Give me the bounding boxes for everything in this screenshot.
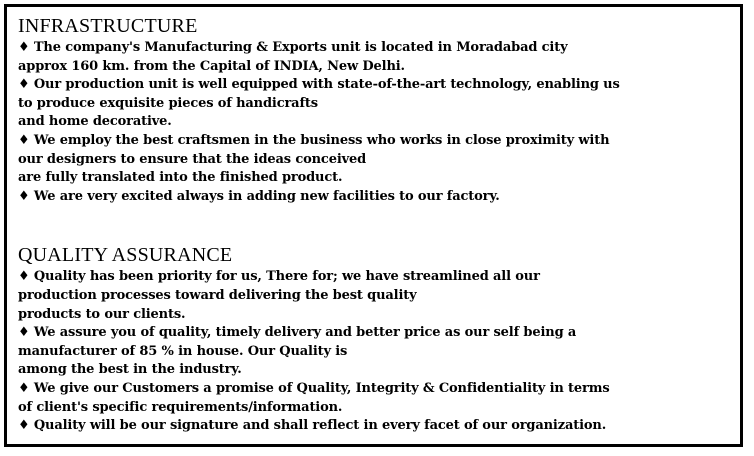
paragraph-line: ♦ Quality will be our signature and shall reflect in every facet of our organization.	[18, 418, 607, 434]
section-infrastructure	[18, 15, 743, 206]
content-frame	[4, 4, 743, 447]
paragraph-line: our designers to ensure that the ideas conceived	[18, 151, 367, 167]
section-spacer	[18, 206, 743, 244]
paragraph-line: ♦ Quality has been priority for us, There for; we have streamlined all our	[18, 269, 540, 285]
section-heading-quality-assurance: QUALITY ASSURANCE	[18, 244, 233, 267]
content-body	[18, 15, 743, 436]
paragraph-line: approx 160 km. from the Capital of INDIA, New Delhi.	[18, 58, 405, 74]
paragraph-line: ♦ We employ the best craftsmen in the business who works in close proximity with	[18, 132, 610, 148]
paragraph-line: production processes toward delivering the best quality	[18, 287, 417, 303]
paragraph-line: ♦ The company's Manufacturing & Exports unit is located in Moradabad city	[18, 40, 568, 55]
paragraph-line: ♦ Our production unit is well equipped with state-of-the-art technology, enabling us	[18, 77, 620, 93]
section-quality-assurance	[18, 244, 743, 435]
paragraph-line: manufacturer of 85 % in house. Our Quality is	[18, 343, 348, 359]
paragraph-line: among the best in the industry.	[18, 362, 242, 378]
paragraph-line: of client's specific requirements/information.	[18, 399, 343, 415]
paragraph-line: ♦ We give our Customers a promise of Quality, Integrity & Confidentiality in terms	[18, 380, 610, 396]
paragraph-line: ♦ We are very excited always in adding new facilities to our factory.	[18, 188, 500, 204]
section-heading-infrastructure: INFRASTRUCTURE	[18, 15, 198, 37]
paragraph-line: ♦ We assure you of quality, timely delivery and better price as our self being a	[18, 325, 577, 341]
paragraph-line: and home decorative.	[18, 114, 172, 130]
paragraph-line: to produce exquisite pieces of handicrafts	[18, 95, 318, 111]
paragraph-line: products to our clients.	[18, 306, 186, 322]
paragraph-line: are fully translated into the finished product.	[18, 170, 343, 186]
